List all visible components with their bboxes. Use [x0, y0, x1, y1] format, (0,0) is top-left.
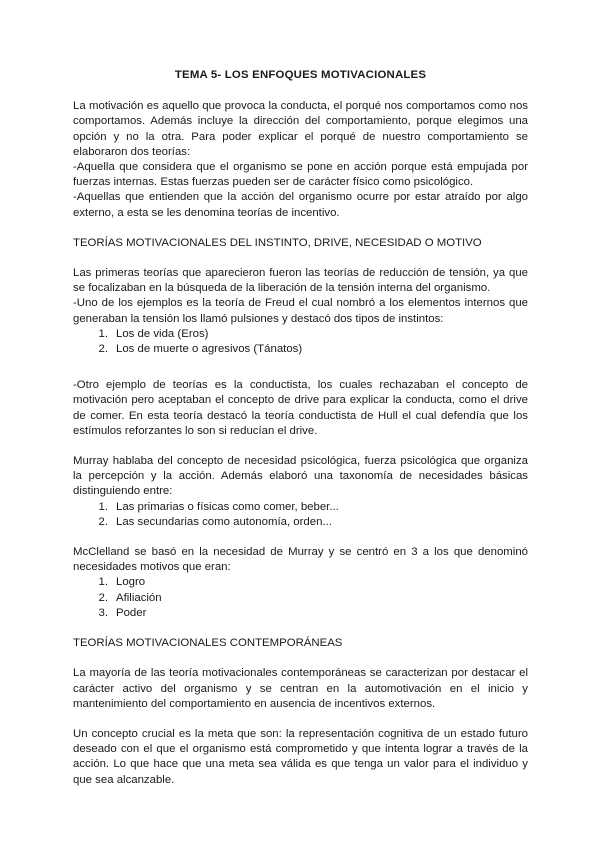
section1-paragraph-4: Murray hablaba del concepto de necesidad psicológica, fuerza psicológica que organiza la percepción y la acción. Además elaboró una taxonomía de necesidades básicas distinguiendo entre:: [73, 455, 528, 498]
mcclelland-needs-list: [73, 575, 528, 621]
list-item: 2. Afiliación: [98, 591, 162, 604]
section2-paragraph-1: La mayoría de las teoría motivacionales contemporáneas se caracterizan por destacar el carácter activo del organismo y se centran en la automotivación en el inicio y mantenimiento del comportamiento en ausencia de incentivos externos.: [73, 667, 528, 710]
list-item: 2. Los de muerte o agresivos (Tánatos): [98, 343, 303, 356]
list-item: 1. Los de vida (Eros): [98, 327, 209, 340]
section1-paragraph-2: -Uno de los ejemplos es la teoría de Freud el cual nombró a los elementos internos que generaban la tensión los llamó pulsiones y destacó dos tipos de instintos:: [73, 297, 528, 325]
list-item: 3. Poder: [98, 606, 147, 619]
list-item: 1. Las primarias o físicas como comer, beber...: [98, 500, 339, 513]
murray-needs-list: [73, 500, 528, 530]
section2-paragraph-2: Un concepto crucial es la meta que son: la representación cognitiva de un estado futuro deseado con el que el organismo está comprometido y que intenta lograr a través de la acción. Lo que hace que una meta sea válida es que tenga un valor para el individuo y que sea alcanzable.: [73, 727, 528, 786]
document-title: TEMA 5- LOS ENFOQUES MOTIVACIONALES: [174, 69, 427, 81]
list-item: 2. Las secundarias como autonomía, orden...: [98, 515, 332, 528]
intro-paragraph-2: -Aquella que considera que el organismo se pone en acción porque está empujada por fuerzas internas. Estas fuerzas pueden ser de carácter físico como psicológico.: [73, 161, 528, 189]
freud-instinct-list: [73, 327, 528, 357]
list-item: 1. Logro: [98, 576, 146, 589]
intro-paragraph-1: La motivación es aquello que provoca la conducta, el porqué nos comportamos como nos comportamos. Además incluye la dirección del comportamiento, porque elegimos una opción y no la otra. Para poder explicar el porqué de nuestro comportamiento se elaboraron dos teorías:: [73, 100, 528, 158]
section1-paragraph-3: -Otro ejemplo de teorías es la conductista, los cuales rechazaban el concepto de motivación pero aceptaban el concepto de drive para explicar la conducta, como el drive de comer. En esta teoría destacó la teoría conductista de Hull el cual defendía que los estímulos reforzantes lo son si reducían el drive.: [73, 379, 528, 437]
intro-paragraph-3: -Aquellas que entienden que la acción del organismo ocurre por estar atraído por algo externo, a esta se les denomina teorías de incentivo.: [73, 191, 528, 219]
section1-paragraph-1: Las primeras teorías que aparecieron fueron las teorías de reducción de tensión, ya que se focalizaban en la búsqueda de la liberación de la tensión interna del organismo.: [73, 267, 528, 295]
section-heading-instinto: TEORÍAS MOTIVACIONALES DEL INSTINTO, DRIVE, NECESIDAD O MOTIVO: [73, 236, 482, 249]
section1-paragraph-5: McClelland se basó en la necesidad de Murray y se centró en 3 a los que denominó necesidades motivos que eran:: [73, 546, 528, 574]
section-heading-contemporaneas: TEORÍAS MOTIVACIONALES CONTEMPORÁNEAS: [73, 637, 343, 650]
